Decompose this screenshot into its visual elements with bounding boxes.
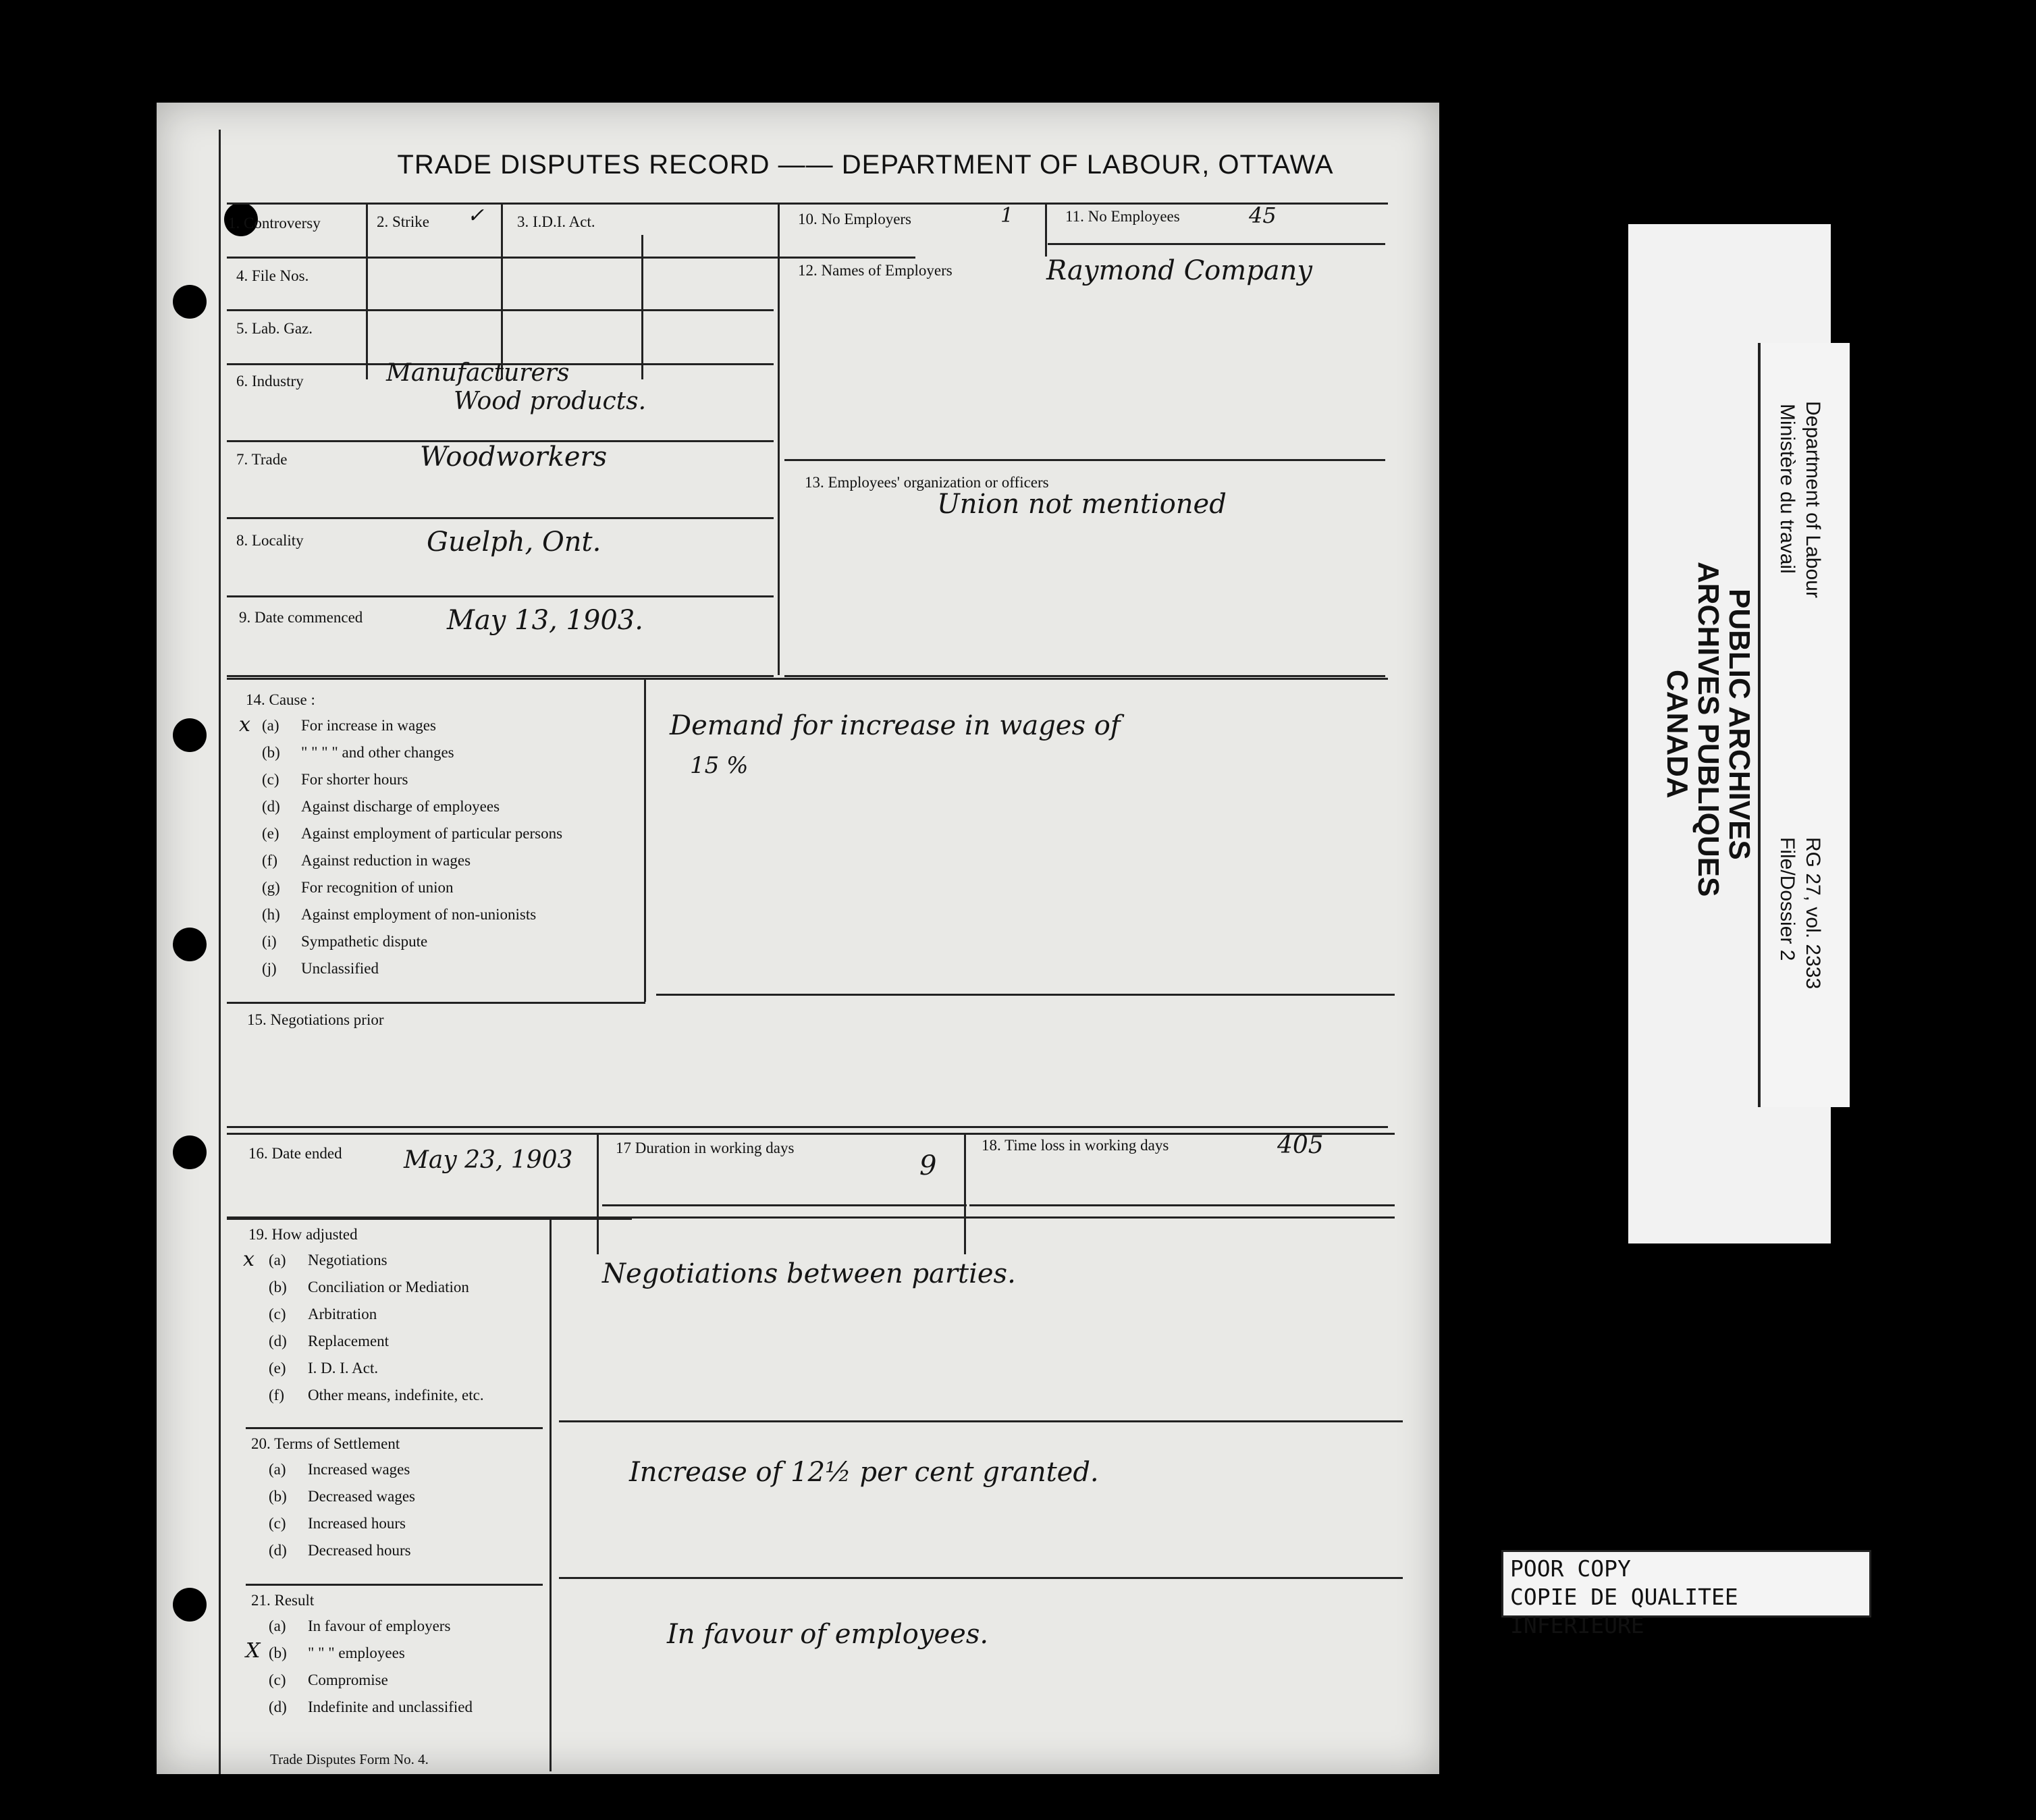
field-no-employers-label: 10. No Employers <box>798 211 912 228</box>
poor-copy-label <box>1501 1550 1871 1638</box>
field-employees-org-value: Union not mentioned <box>937 489 1227 520</box>
terms-option: (b) Decreased wages <box>269 1488 415 1505</box>
punch-hole <box>173 1135 207 1169</box>
field-industry-label: 6. Industry <box>236 373 304 390</box>
terms-option: (c) Increased hours <box>269 1515 406 1532</box>
field-file-nos-label: 4. File Nos. <box>236 267 309 284</box>
form-number-footer: Trade Disputes Form No. 4. <box>270 1751 429 1767</box>
how-adjusted-option: (d) Replacement <box>269 1333 390 1349</box>
field-trade-label: 7. Trade <box>236 451 288 468</box>
field-lab-gaz-label: 5. Lab. Gaz. <box>236 320 313 337</box>
result-option: (a) In favour of employers <box>269 1617 451 1634</box>
field-result-label: 21. Result <box>251 1592 315 1609</box>
file-dossier-ref: File/Dossier 2 <box>1776 837 1798 961</box>
terms-of-settlement-value: Increase of 12½ per cent granted. <box>629 1457 1099 1488</box>
punch-hole <box>173 718 207 752</box>
result-option: (c) Compromise <box>269 1671 388 1688</box>
result-option: (b) " " " employees <box>269 1644 405 1661</box>
how-adjusted-option: (b) Conciliation or Mediation <box>269 1279 469 1295</box>
field-no-employees-label: 11. No Employees <box>1065 208 1180 225</box>
field-no-employers-value: 1 <box>1000 204 1014 228</box>
field-how-adjusted-label: 19. How adjusted <box>248 1226 358 1243</box>
cause-option: (b) " " " " and other changes <box>262 744 454 761</box>
left-margin-rule <box>219 130 221 1774</box>
field-industry-value-2: Wood products. <box>454 387 647 415</box>
terms-option: (d) Decreased hours <box>269 1542 411 1559</box>
cause-value-line-1: Demand for increase in wages of <box>670 710 1121 741</box>
department-en: Department of Labour <box>1802 401 1824 598</box>
field-employers-names-label: 12. Names of Employers <box>798 262 953 279</box>
punch-hole <box>173 1588 207 1622</box>
record-group-ref: RG 27, vol. 2333 <box>1802 837 1824 990</box>
punch-hole <box>173 285 207 319</box>
field-date-commenced-value: May 13, 1903. <box>447 605 643 636</box>
form-title: TRADE DISPUTES RECORD —— DEPARTMENT OF LABOUR, OTTAWA <box>397 150 1334 180</box>
cause-option: (h) Against employment of non-unionists <box>262 906 537 923</box>
field-trade-value: Woodworkers <box>420 441 608 473</box>
cause-option: (i) Sympathetic dispute <box>262 933 428 950</box>
cause-option: (c) For shorter hours <box>262 771 408 788</box>
trade-disputes-form <box>157 103 1439 1774</box>
how-adjusted-option: (e) I. D. I. Act. <box>269 1360 379 1376</box>
archives-country: CANADA <box>1661 670 1694 799</box>
field-date-ended-label: 16. Date ended <box>248 1145 342 1162</box>
cause-option: (e) Against employment of particular persons <box>262 825 563 842</box>
how-adjusted-value: Negotiations between parties. <box>602 1258 1016 1289</box>
result-selection-mark: X <box>246 1639 261 1663</box>
field-employers-names-value: Raymond Company <box>1046 255 1313 286</box>
punch-hole <box>173 928 207 961</box>
field-strike-label: 2. Strike <box>377 213 429 230</box>
cause-value-line-2: 15 % <box>690 752 749 779</box>
field-terms-of-settlement-label: 20. Terms of Settlement <box>251 1435 400 1452</box>
field-negotiations-prior-label: 15. Negotiations prior <box>247 1011 384 1028</box>
field-time-loss-value: 405 <box>1277 1131 1324 1159</box>
result-value: In favour of employees. <box>667 1619 989 1650</box>
field-time-loss-label: 18. Time loss in working days <box>982 1137 1169 1154</box>
strike-checkmark: ✓ <box>467 204 485 228</box>
how-adjusted-option: (c) Arbitration <box>269 1306 377 1322</box>
result-option: (d) Indefinite and unclassified <box>269 1698 473 1715</box>
how-adjusted-option: (a) Negotiations <box>269 1252 387 1268</box>
field-duration-value: 9 <box>919 1150 937 1181</box>
department-fr: Ministère du travail <box>1776 404 1798 574</box>
terms-option: (a) Increased wages <box>269 1461 410 1478</box>
poor-copy-fr: COPIE DE QUALITEE INFERIEURE <box>1510 1584 1738 1638</box>
poor-copy-en: POOR COPY <box>1510 1555 1631 1582</box>
field-date-ended-value: May 23, 1903 <box>404 1146 573 1174</box>
cause-option: (d) Against discharge of employees <box>262 798 500 815</box>
cause-option: (f) Against reduction in wages <box>262 852 471 869</box>
how-adjusted-option: (f) Other means, indefinite, etc. <box>269 1387 484 1403</box>
field-locality-value: Guelph, Ont. <box>427 527 601 558</box>
how-adjusted-selection-mark: x <box>243 1248 254 1271</box>
field-controversy-label: 1. Controversy <box>228 215 321 232</box>
field-employees-org-label: 13. Employees' organization or officers <box>805 474 1049 491</box>
field-no-employees-value: 45 <box>1249 203 1277 228</box>
cause-option: (a) For increase in wages <box>262 717 436 734</box>
field-date-commenced-label: 9. Date commenced <box>239 609 363 626</box>
field-duration-label: 17 Duration in working days <box>616 1140 795 1156</box>
field-industry-value-1: Manufacturers <box>386 359 570 387</box>
cause-selection-mark: x <box>239 713 250 737</box>
field-idi-act-label: 3. I.D.I. Act. <box>517 213 595 230</box>
field-cause-label: 14. Cause : <box>246 691 315 708</box>
archives-name-en: PUBLIC ARCHIVES <box>1723 589 1756 860</box>
cause-option: (g) For recognition of union <box>262 879 454 896</box>
archives-name-fr: ARCHIVES PUBLIQUES <box>1692 562 1725 897</box>
field-locality-label: 8. Locality <box>236 532 304 549</box>
cause-option: (j) Unclassified <box>262 960 379 977</box>
